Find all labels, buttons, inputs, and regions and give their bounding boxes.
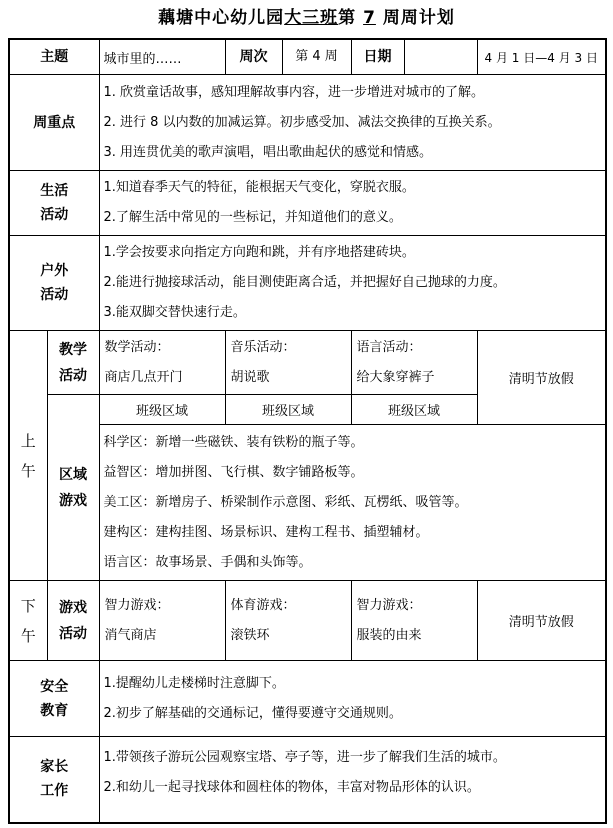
afternoon-holiday: 清明节放假 xyxy=(477,581,606,661)
safety-item: 2.初步了解基础的交通标记，懂得要遵守交通规则。 xyxy=(103,705,402,721)
parents-item: 1.带领孩子游玩公园观察宝塔、亭子等，进一步了解我们生活的城市。 xyxy=(103,750,506,765)
parents-row xyxy=(9,737,606,823)
game-type: 智力游戏： xyxy=(356,597,422,613)
life-item: 1.知道春季天气的特征，能根据天气变化，穿脱衣服。 xyxy=(103,180,415,195)
afternoon-label-1: 下 xyxy=(20,596,36,615)
safety-label-2: 教育 xyxy=(40,702,69,719)
outdoor-row xyxy=(9,236,606,331)
zones-row xyxy=(9,425,606,581)
safety-row xyxy=(9,661,606,737)
weekly-focus-label: 周重点 xyxy=(9,75,99,171)
zones-label-1: 区域 xyxy=(59,466,87,483)
focus-item: 1. 欣赏童话故事，感知理解故事内容，进一步增进对城市的了解。 xyxy=(103,84,485,100)
zone-item: 语言区：故事场景、手偶和头饰等。 xyxy=(103,554,312,570)
afternoon-row xyxy=(9,581,606,661)
page-title xyxy=(0,3,613,33)
title-mid: 第 xyxy=(338,8,364,28)
teaching-row xyxy=(9,331,606,395)
teaching-label-1: 教学 xyxy=(59,341,87,358)
teaching-activity xyxy=(351,331,477,395)
life-row xyxy=(9,171,606,236)
theme-value: 城市里的…… xyxy=(99,39,225,75)
afternoon-label-2: 午 xyxy=(20,626,36,645)
title-school: 藕塘中心幼儿园 xyxy=(158,8,285,28)
life-item: 2.了解生活中常见的一些标记，并知道他们的意义。 xyxy=(103,210,402,225)
focus-item: 2. 进行 8 以内数的加减运算。初步感受加、减法交换律的互换关系。 xyxy=(103,114,501,130)
life-label-1: 生活 xyxy=(40,183,69,199)
game-activity xyxy=(351,581,477,661)
zone-item: 美工区：新增房子、桥梁制作示意图、彩纸、瓦楞纸、吸管等。 xyxy=(103,494,468,510)
outdoor-item: 2.能进行抛接球活动，能目测使距离合适，并把握好自己抛球的力度。 xyxy=(103,275,506,290)
teaching-activity xyxy=(225,331,351,395)
activity-name: 胡说歌 xyxy=(230,369,270,385)
morning-label-1: 上 xyxy=(20,431,36,450)
area-label: 班级区域 xyxy=(225,395,351,425)
safety-item: 1.提醒幼儿走楼梯时注意脚下。 xyxy=(103,675,285,691)
games-label-1: 游戏 xyxy=(59,599,87,616)
activity-name: 给大象穿裤子 xyxy=(356,369,435,385)
title-week-number: 7 xyxy=(363,8,376,28)
area-label: 班级区域 xyxy=(99,395,225,425)
activity-type: 音乐活动： xyxy=(230,339,296,355)
theme-label: 主题 xyxy=(9,39,99,75)
header-row xyxy=(9,39,606,75)
life-label-2: 活动 xyxy=(40,207,69,223)
teaching-label-2: 活动 xyxy=(59,367,87,384)
activity-name: 商店几点开门 xyxy=(104,369,183,385)
game-name: 滚铁环 xyxy=(230,627,270,643)
weekly-focus-row xyxy=(9,75,606,171)
date-value: 4 月 1 日—4 月 3 日 xyxy=(477,39,606,75)
game-activity xyxy=(225,581,351,661)
parents-item: 2.和幼儿一起寻找球体和圆柱体的物体，丰富对物品形体的认识。 xyxy=(103,780,480,795)
title-suffix: 周周计划 xyxy=(375,8,455,28)
game-name: 消气商店 xyxy=(104,627,157,643)
title-class: 大三班 xyxy=(284,8,339,28)
area-label: 班级区域 xyxy=(351,395,477,425)
game-type: 体育游戏： xyxy=(230,597,296,613)
zone-item: 建构区：建构挂图、场景标识、建构工程书、插塑辅材。 xyxy=(103,524,429,540)
game-type: 智力游戏： xyxy=(104,597,170,613)
outdoor-label-2: 活动 xyxy=(40,287,69,303)
week-value: 第 4 周 xyxy=(295,49,338,64)
morning-holiday: 清明节放假 xyxy=(477,331,606,425)
zone-item: 益智区：增加拼图、飞行棋、数字铺路板等。 xyxy=(103,464,364,480)
game-name: 服装的由来 xyxy=(356,627,422,643)
morning-label-2: 午 xyxy=(20,461,36,480)
weekly-plan-table xyxy=(8,38,607,824)
week-label: 周次 xyxy=(226,40,283,74)
parents-label-2: 工作 xyxy=(40,783,69,800)
parents-label-1: 家长 xyxy=(40,759,69,776)
games-label-2: 活动 xyxy=(59,625,87,642)
activity-type: 语言活动： xyxy=(356,339,422,355)
outdoor-item: 3.能双脚交替快速行走。 xyxy=(103,305,246,320)
teaching-activity xyxy=(99,331,225,395)
date-label: 日期 xyxy=(352,40,405,74)
activity-type: 数学活动： xyxy=(104,339,170,355)
zones-label-2: 游戏 xyxy=(59,492,87,509)
outdoor-item: 1.学会按要求向指定方向跑和跳，并有序地搭建砖块。 xyxy=(103,245,415,260)
outdoor-label-1: 户外 xyxy=(40,263,69,279)
focus-item: 3. 用连贯优美的歌声演唱，唱出歌曲起伏的感觉和情感。 xyxy=(103,144,433,160)
zone-item: 科学区：新增一些磁铁、装有铁粉的瓶子等。 xyxy=(103,434,364,450)
game-activity xyxy=(99,581,225,661)
safety-label-1: 安全 xyxy=(40,678,69,695)
